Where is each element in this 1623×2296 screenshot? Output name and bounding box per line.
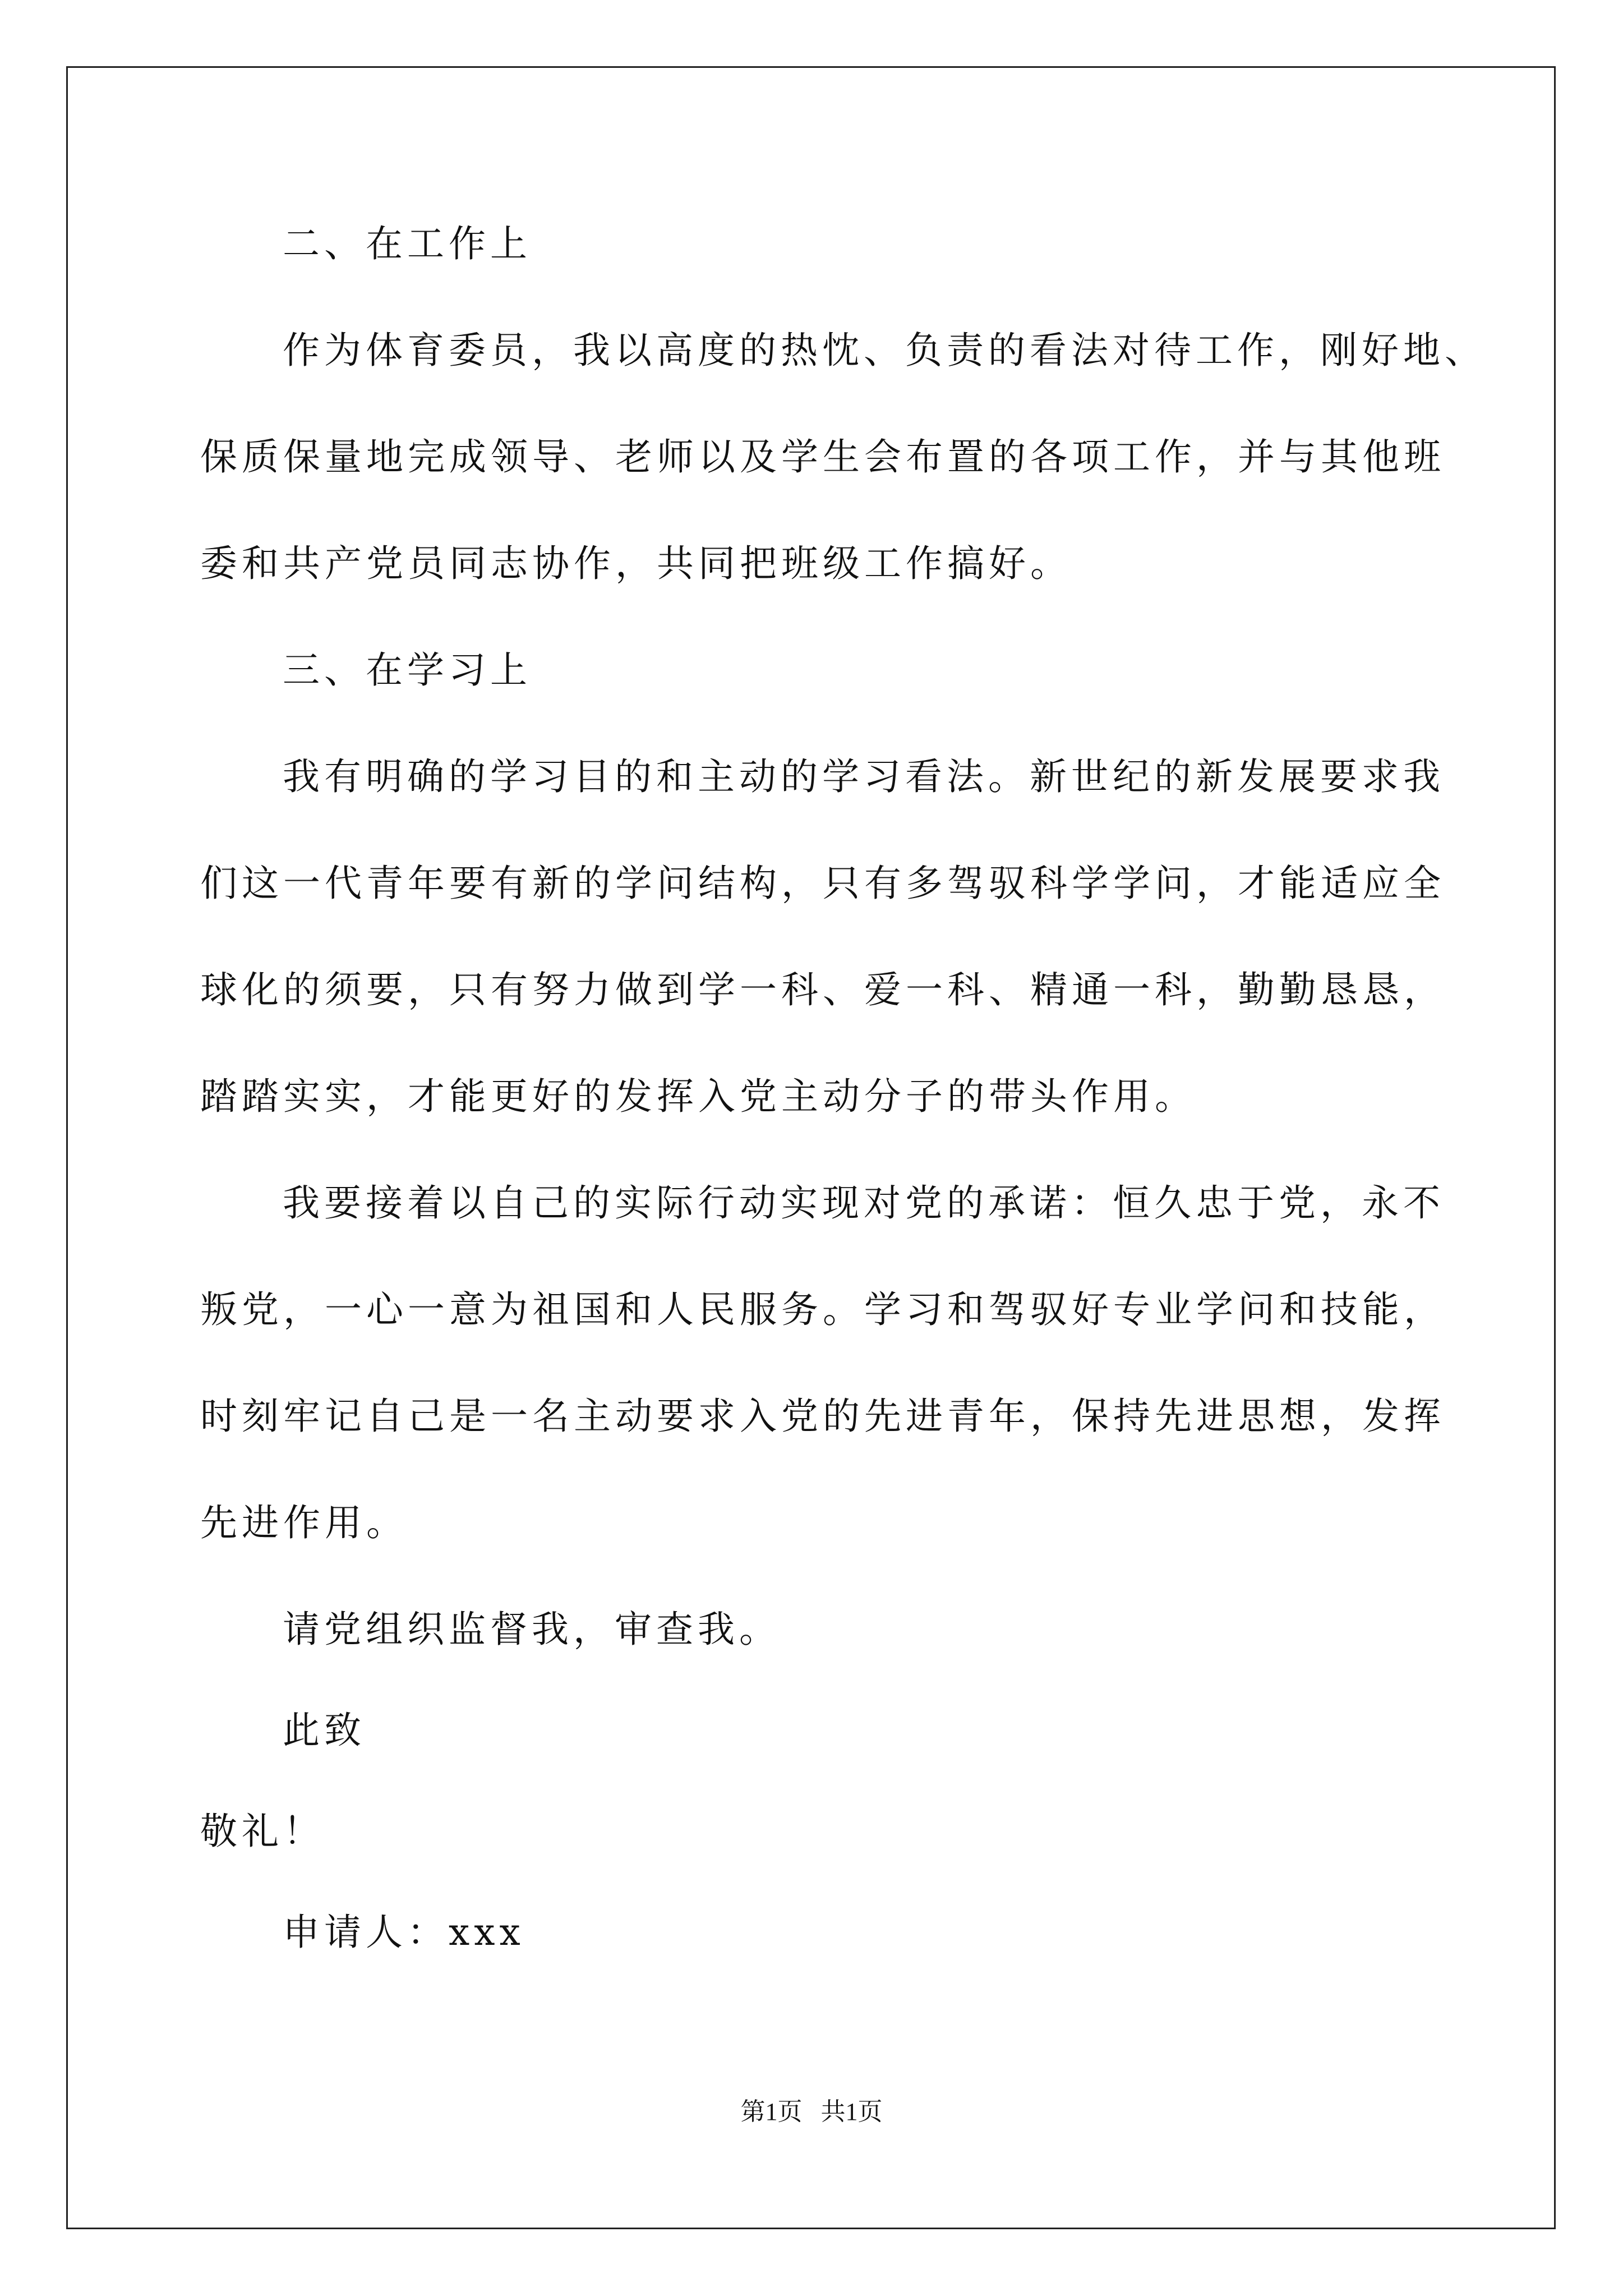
closing-text: 此致 <box>283 1709 366 1752</box>
paragraph-study-line-3: 球化的须要，只有努力做到学一科、爱一科、精通一科，勤勤恳恳， <box>200 968 1445 1011</box>
section-heading-study: 三、在学习上 <box>283 648 532 692</box>
signature-line: 申请人：xxx <box>283 1911 525 1954</box>
paragraph-promise-line-2: 叛党，一心一意为祖国和人民服务。学习和驾驭好专业学问和技能， <box>200 1288 1445 1331</box>
paragraph-work-line-2: 保质保量地完成领导、老师以及学生会布置的各项工作，并与其他班 <box>200 435 1445 478</box>
paragraph-study-line-1: 我有明确的学习目的和主动的学习看法。新世纪的新发展要求我 <box>283 755 1445 798</box>
paragraph-work-line-3: 委和共产党员同志协作，共同把班级工作搞好。 <box>200 542 1072 585</box>
section-heading-work: 二、在工作上 <box>283 222 532 265</box>
paragraph-promise-line-3: 时刻牢记自己是一名主动要求入党的先进青年，保持先进思想，发挥 <box>200 1395 1445 1438</box>
paragraph-supervise: 请党组织监督我，审查我。 <box>283 1608 781 1651</box>
paragraph-study-line-2: 们这一代青年要有新的学问结构，只有多驾驭科学学问，才能适应全 <box>200 862 1445 905</box>
paragraph-promise-line-4: 先进作用。 <box>200 1501 408 1544</box>
paragraph-promise-line-1: 我要接着以自己的实际行动实现对党的承诺：恒久忠于党，永不 <box>283 1181 1445 1225</box>
paragraph-work-line-1: 作为体育委员，我以高度的热忱、负责的看法对待工作，刚好地、 <box>283 329 1486 372</box>
page-footer: 第1页 共1页 <box>740 2098 883 2125</box>
salute-text: 敬礼！ <box>200 1810 325 1853</box>
paragraph-study-line-4: 踏踏实实，才能更好的发挥入党主动分子的带头作用。 <box>200 1075 1196 1118</box>
